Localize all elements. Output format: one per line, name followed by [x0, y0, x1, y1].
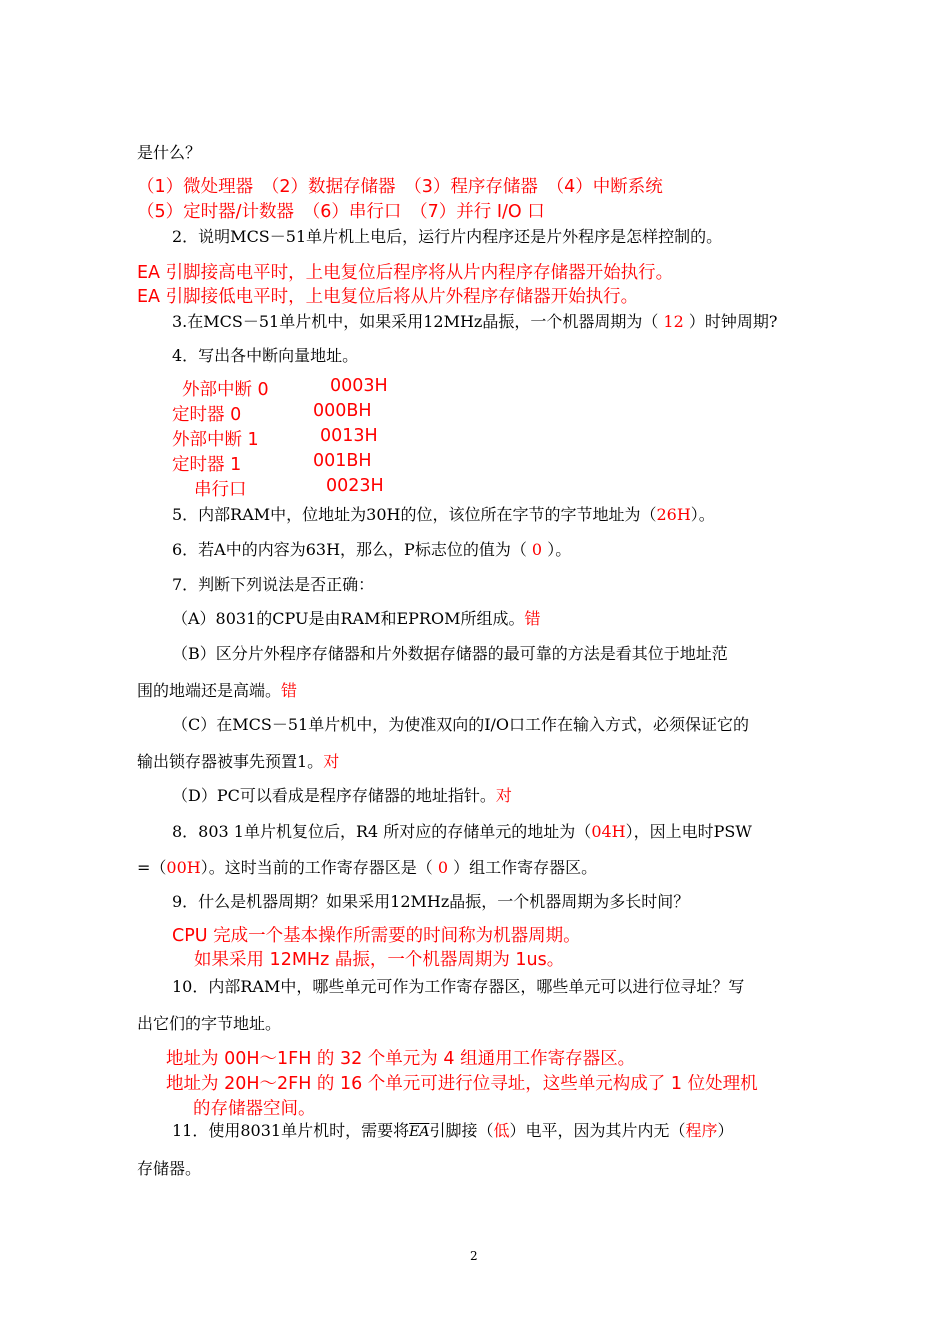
q10-line2: 出它们的字节地址。	[137, 1014, 282, 1033]
q7-question: 7．判断下列说法是否正确：	[172, 575, 375, 594]
q7-item-c-line1: （C）在MCS－51单片机中，为使准双向的I/O口工作在输入方式，必须保证它的	[172, 715, 750, 734]
q7-d-answer: 对	[495, 786, 512, 805]
q6-question: 6．若A中的内容为63H，那么，P标志位的值为（ 0 ）。	[172, 540, 572, 559]
q3-question: 3.在MCS－51单片机中，如果采用12MHz晶振，一个机器周期为（ 12 ）时钟周期?	[172, 312, 778, 331]
q7-item-c-line2: 输出锁存器被事先预置1。对	[137, 752, 340, 771]
vector-address: 0013H	[320, 426, 378, 446]
vector-name: 外部中断 0	[182, 380, 269, 400]
q3-answer: 12	[658, 312, 689, 331]
vector-address: 001BH	[313, 451, 372, 471]
q10-answer-line1: 地址为 00H～1FH 的 32 个单元为 4 组通用工作寄存器区。	[166, 1049, 636, 1069]
vector-address: 000BH	[313, 401, 372, 421]
vector-address: 0023H	[326, 476, 384, 496]
page-number: 2	[470, 1249, 478, 1263]
q8-answer-bank: 0	[432, 858, 454, 877]
q11-line2: 存储器。	[137, 1159, 202, 1178]
q1-answer-line1: （1）微处理器 （2）数据存储器 （3）程序存储器 （4）中断系统	[137, 177, 663, 197]
q2-answer-line1: EA 引脚接高电平时，上电复位后程序将从片内程序存储器开始执行。	[137, 263, 674, 283]
q8-answer-psw: 00H	[166, 858, 201, 877]
q8-answer-address: 04H	[591, 822, 626, 841]
q7-c-answer: 对	[323, 752, 340, 771]
vector-name: 定时器 0	[172, 405, 242, 425]
q2-answer-line2: EA 引脚接低电平时，上电复位后将从片外程序存储器开始执行。	[137, 287, 639, 307]
q7-item-d: （D）PC可以看成是程序存储器的地址指针。对	[172, 786, 512, 805]
q1-tail: 是什么？	[137, 143, 202, 162]
q11-answer-memory: 程序	[685, 1121, 718, 1140]
q7-item-b-line1: （B）区分片外程序存储器和片外数据存储器的最可靠的方法是看其位于地址范	[172, 644, 728, 663]
vector-name: 串行口	[194, 480, 247, 500]
q5-question: 5．内部RAM中，位地址为30H的位，该位所在字节的字节地址为（26H）。	[172, 505, 715, 524]
vector-name: 定时器 1	[172, 455, 242, 475]
q5-answer: 26H	[656, 505, 691, 524]
q7-a-answer: 错	[524, 609, 541, 628]
q10-answer-line3: 的存储器空间。	[193, 1099, 316, 1119]
q11-line1: 11．使用8031单片机时，需要将$\overline{EA}$引脚接（低）电平，因为其片内无（程序）	[172, 1121, 734, 1140]
q4-question: 4．写出各中断向量地址。	[172, 346, 359, 365]
q6-answer: 0	[526, 540, 548, 559]
q10-line1: 10．内部RAM中，哪些单元可作为工作寄存器区，哪些单元可以进行位寻址？写	[172, 977, 745, 996]
q8-line1: 8．803 1单片机复位后，R4 所对应的存储单元的地址为（04H），因上电时PSW	[172, 822, 752, 841]
q7-b-answer: 错	[281, 681, 298, 700]
q9-answer-line1: CPU 完成一个基本操作所需要的时间称为机器周期。	[172, 926, 581, 946]
vector-name: 外部中断 1	[172, 430, 259, 450]
q9-answer-line2: 如果采用 12MHz 晶振，一个机器周期为 1us。	[194, 950, 565, 970]
q1-answer-line2: （5）定时器/计数器 （6）串行口 （7）并行 I/O 口	[137, 202, 545, 222]
ea-overline-label: $\overline{EA}$	[409, 1124, 430, 1140]
q8-line2: =（00H）。这时当前的工作寄存器区是（ 0 ）组工作寄存器区。	[137, 858, 598, 877]
q2-question: 2．说明MCS－51单片机上电后，运行片内程序还是片外程序是怎样控制的。	[172, 227, 723, 246]
q10-answer-line2: 地址为 20H～2FH 的 16 个单元可进行位寻址，这些单元构成了 1 位处理机	[166, 1074, 758, 1094]
q7-item-a: （A）8031的CPU是由RAM和EPROM所组成。错	[172, 609, 541, 628]
vector-address: 0003H	[330, 376, 388, 396]
q11-answer-level: 低	[493, 1121, 510, 1140]
q7-item-b-line2: 围的地端还是高端。错	[137, 681, 298, 700]
q9-question: 9．什么是机器周期？如果采用12MHz晶振，一个机器周期为多长时间？	[172, 892, 690, 911]
